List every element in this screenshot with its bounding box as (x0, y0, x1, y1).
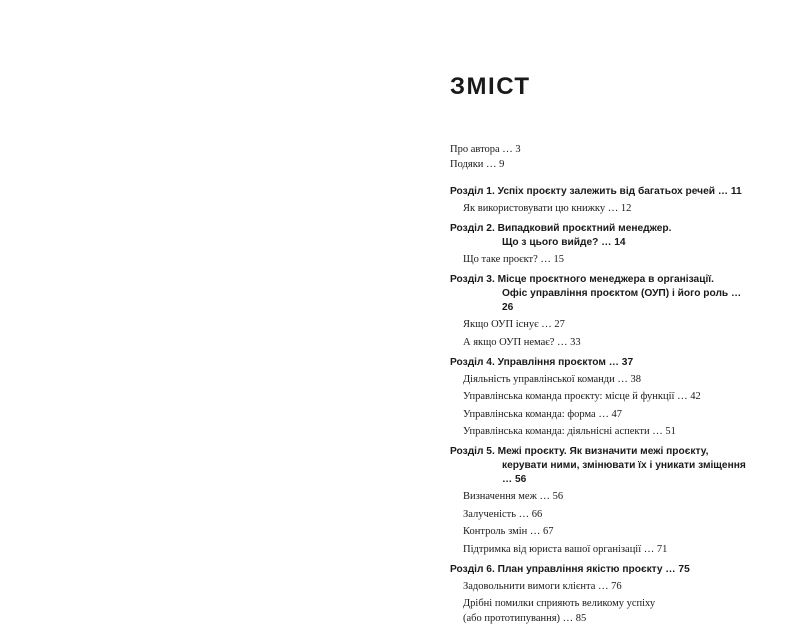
chapter-title-line: Що з цього вийде? … 14 (502, 237, 626, 248)
toc-title: ЗМІСТ (450, 73, 531, 100)
toc-subentry: Управлінська команда: форма … 47 (463, 408, 622, 420)
chapter-2 (450, 222, 750, 267)
chapter-title (450, 445, 750, 487)
toc-subentry: Як використовувати цю книжку … 12 (463, 203, 632, 214)
toc-subentry: Що таке проєкт? … 15 (463, 254, 565, 265)
chapter-title (450, 185, 750, 199)
toc-subentry: Визначення меж … 56 (463, 491, 564, 502)
front-matter (450, 142, 750, 172)
chapter-title-line: Розділ 1. Успіх проєкту залежить від багатьох речей … 11 (450, 186, 742, 197)
chapter-title (450, 222, 750, 250)
toc-subentry: Контроль змін … 67 (463, 526, 554, 537)
chapter-title-line: керувати ними, змінювати їх і уникати зміщення … 56 (502, 460, 746, 485)
toc-subentry: Діяльність управлінської команди … 38 (463, 373, 642, 385)
chapter-title-line: Офіс управління проєктом (ОУП) і його роль … 26 (502, 288, 742, 313)
toc-subentry: Якщо ОУП існує … 27 (463, 319, 565, 330)
chapter-4 (450, 356, 750, 440)
chapter-title-line: Розділ 4. Управління проєктом … 37 (450, 356, 634, 368)
toc-subentry: Задовольнити вимоги клієнта … 76 (463, 580, 622, 592)
chapter-6 (450, 563, 750, 627)
toc-entry-acknowledgements: Подяки … 9 (450, 159, 505, 170)
chapter-5 (450, 445, 750, 557)
chapter-title (450, 273, 750, 315)
chapter-title (450, 356, 750, 370)
chapter-title-line: Розділ 5. Межі проєкту. Як визначити межі проєкту, (450, 446, 709, 457)
chapter-1 (450, 185, 750, 216)
toc-subentry: Дрібні помилки сприяють великому успіху (або прототипування) … 85 (463, 598, 656, 624)
toc-subentry: Залученість … 66 (463, 508, 543, 520)
chapter-title-line: Розділ 6. План управління якістю проєкту … 75 (450, 563, 690, 575)
chapter-title-line: Розділ 2. Випадковий проєктний менеджер. (450, 223, 672, 234)
toc-subentry: Підтримка від юриста вашої організації … 71 (463, 543, 668, 555)
toc-subentry: Управлінська команда: діяльнісні аспекти … 51 (463, 426, 676, 437)
toc-subentry: А якщо ОУП немає? … 33 (463, 336, 581, 348)
toc-entry-about-author: Про автора … 3 (450, 144, 521, 155)
chapter-3 (450, 273, 750, 350)
chapter-title-line: Розділ 3. Місце проєктного менеджера в організації. (450, 274, 714, 285)
table-of-contents (450, 72, 750, 632)
toc-subentry: Управлінська команда проєкту: місце й функції … 42 (463, 391, 701, 402)
